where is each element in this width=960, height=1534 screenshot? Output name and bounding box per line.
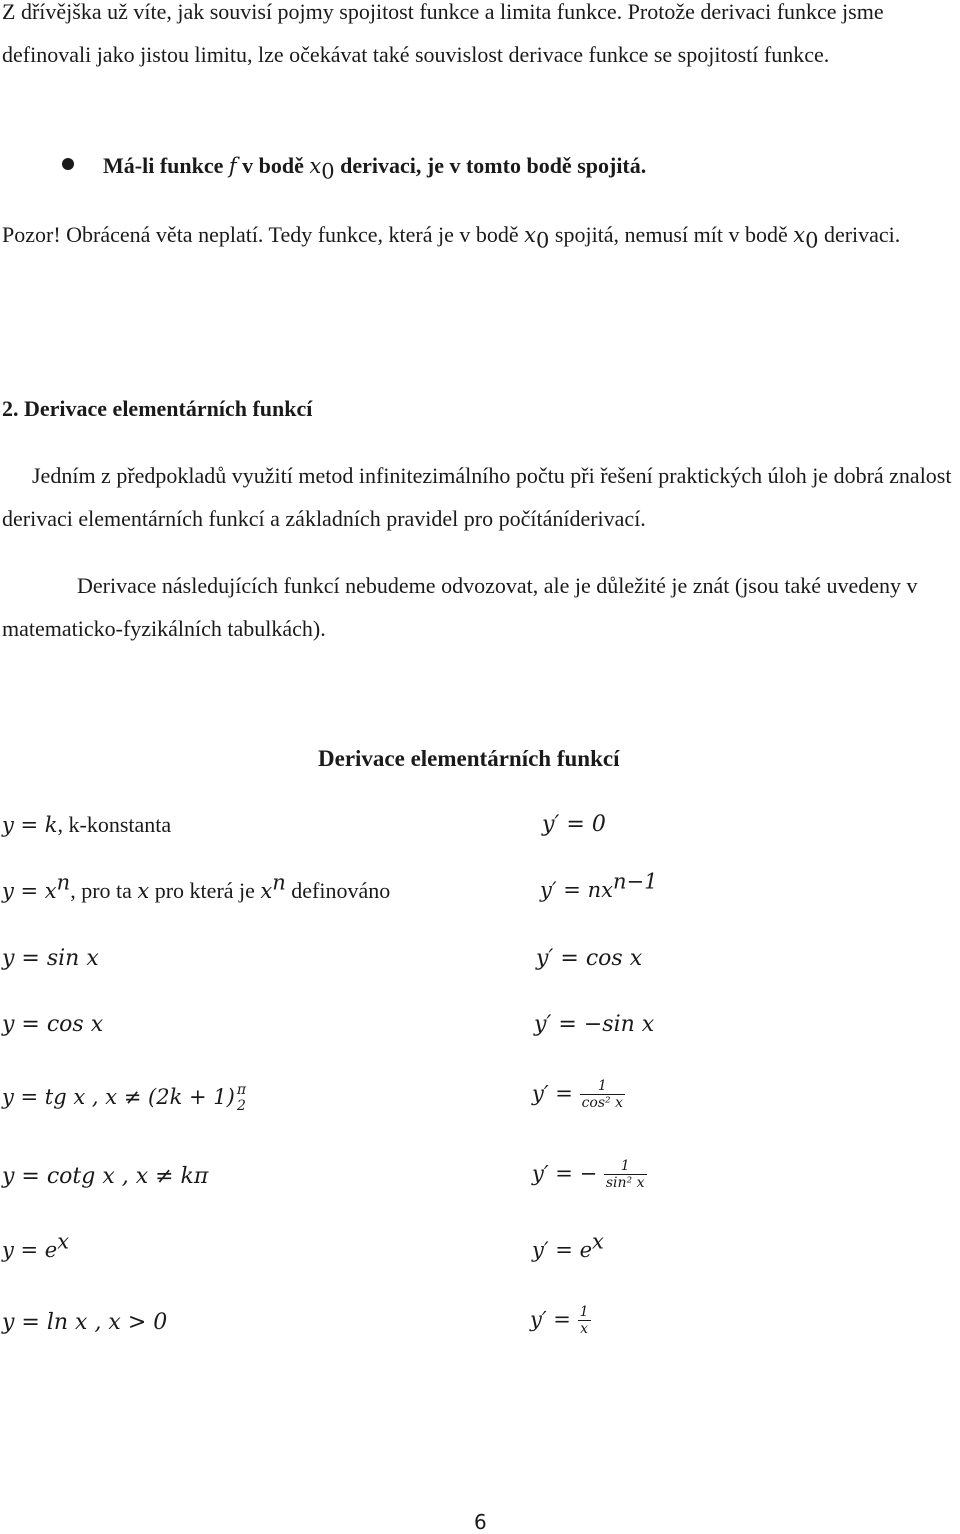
section-title: 2. Derivace elementárních funkcí [2, 396, 313, 421]
formula-ln: y = ln x , x > 0 [2, 1310, 168, 1335]
derivative-sin: y′ = cos x [536, 946, 643, 971]
fraction: π 2 [236, 1082, 247, 1114]
formula-constant: y = k, k-konstanta [2, 812, 172, 837]
formula-tg: y = tg x , x ≠ (2k + 1) π 2 [2, 1082, 247, 1114]
intro-paragraph: Z dřívějška už víte, jak souvisí pojmy spojitost funkce a limita funkce. Protože derivaci funkce jsme definovali jako jistou limitu, lze očekávat také souvislost derivace funkce se spojitostí funkce. [2, 0, 884, 67]
formula-exp: $y = e^x$ [2, 1229, 70, 1262]
fraction: $\frac{1}{\text{cos² x}}$ [581, 1078, 623, 1111]
page-number: 6 [474, 1510, 487, 1534]
table-title: Derivace elementárních funkcí [318, 746, 620, 771]
derivative-power: $y' = nx^{n-1}$ [540, 869, 658, 902]
theorem-statement: Má-li funkce f v bodě $x_0$ derivaci, je v tomto bodě spojitá. [103, 153, 647, 184]
section-paragraph-2: Derivace následujících funkcí nebudeme odvozovat, ale je důležité je znát (jsou také uvedeny v matematicko-fyzikálních tabulkách). [2, 573, 918, 641]
derivative-cotg: y′ = − $\frac{1}{\text{sin² x}}$ [532, 1158, 645, 1191]
fraction: $\frac{1}{x}$ [579, 1304, 589, 1337]
bullet-icon [62, 158, 74, 170]
formula-sin: y = sin x [2, 946, 99, 971]
derivative-exp: $y' = e^x$ [532, 1229, 604, 1262]
derivative-constant: y′ = 0 [542, 812, 606, 837]
warning-paragraph: Pozor! Obrácená věta neplatí. Tedy funkce, která je v bodě $x_0$ spojitá, nemusí mít v bodě $x_0$ derivaci. [2, 222, 901, 253]
derivative-tg: y′ = $\frac{1}{\text{cos² x}}$ [532, 1078, 623, 1111]
formula-cos: y = cos x [2, 1012, 104, 1037]
formula-cotg: y = cotg x , x ≠ kπ [2, 1164, 209, 1189]
derivative-ln: y′ = $\frac{1}{x}$ [530, 1304, 589, 1337]
derivative-cos: y′ = −sin x [534, 1012, 655, 1037]
fraction: $\frac{1}{\text{sin² x}}$ [605, 1158, 645, 1191]
formula-power: $y = x^n$, pro ta x pro která je $x^n$ definováno [2, 870, 391, 903]
section-paragraph-1: Jedním z předpokladů využití metod infinitezimálního počtu při řešení praktických úloh je dobrá znalost derivaci elementárních funkcí a základních pravidel pro počítáníderivací. [2, 463, 952, 531]
